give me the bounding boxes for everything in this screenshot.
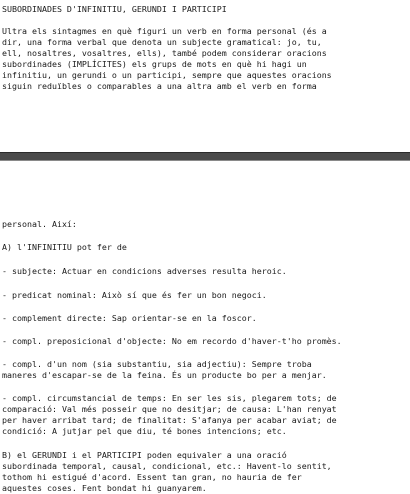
list-item-noun-complement: - compl. d'un nom (sia substantiu, sia adjectiu): Sempre troba maneres d'escapar-se de la feina. És un producte bo per a menjar. xyxy=(2,359,327,380)
page-bottom xyxy=(0,161,410,494)
page-top xyxy=(0,0,410,152)
page-break-divider xyxy=(0,152,410,161)
infinitive-intro: A) l'INFINITIU pot fer de xyxy=(2,242,127,252)
list-item-direct-object: - complement directe: Sap orientar-se en la foscor. xyxy=(2,313,257,323)
list-item-nominal-predicate: - predicat nominal: Això sí que és fer un bon negoci. xyxy=(2,290,267,300)
gerund-participle-paragraph: B) el GERUNDI i el PARTICIPI poden equivaler a una oració subordinada temporal, causal, condicional, etc.: Havent-lo sentit, tothom hi estigué d'acord. Essent tan gran, no hauria de fer aquestes coses. Fent bondat hi guanyarem. xyxy=(2,450,332,493)
intro-paragraph: Ultra els sintagmes en què figuri un verb en forma personal (és a dir, una forma verbal que denota un subjecte gramatical: jo, tu, ell, nosaltres, vosaltres, ells), també podem considerar oracions subordinades (IMPLÍCITES) els grups de mots en què hi hagi un infinitiu, un gerundi o un participi, sempre que aquestes oracions siguin reduïbles o comparables a una altra amb el verb en forma xyxy=(2,26,332,91)
continuation-line: personal. Així: xyxy=(2,219,77,229)
list-item-prepositional-object: - compl. preposicional d'objecte: No em recordo d'haver-t'ho promès. xyxy=(2,336,342,346)
list-item-subject: - subjecte: Actuar en condicions adverses resulta heroic. xyxy=(2,266,287,276)
section-heading: SUBORDINADES D'INFINITIU, GERUNDI I PARTICIPI xyxy=(2,4,227,14)
list-item-circumstantial: - compl. circumstancial de temps: En ser les sis, plegarem tots; de comparació: Val més posseir que no desitjar; de causa: L'han renyat per haver arribat tard; de finalitat: S'afanya per acabar aviat; de condició: A jutjar pel que diu, té bones intencions; etc. xyxy=(2,393,337,436)
